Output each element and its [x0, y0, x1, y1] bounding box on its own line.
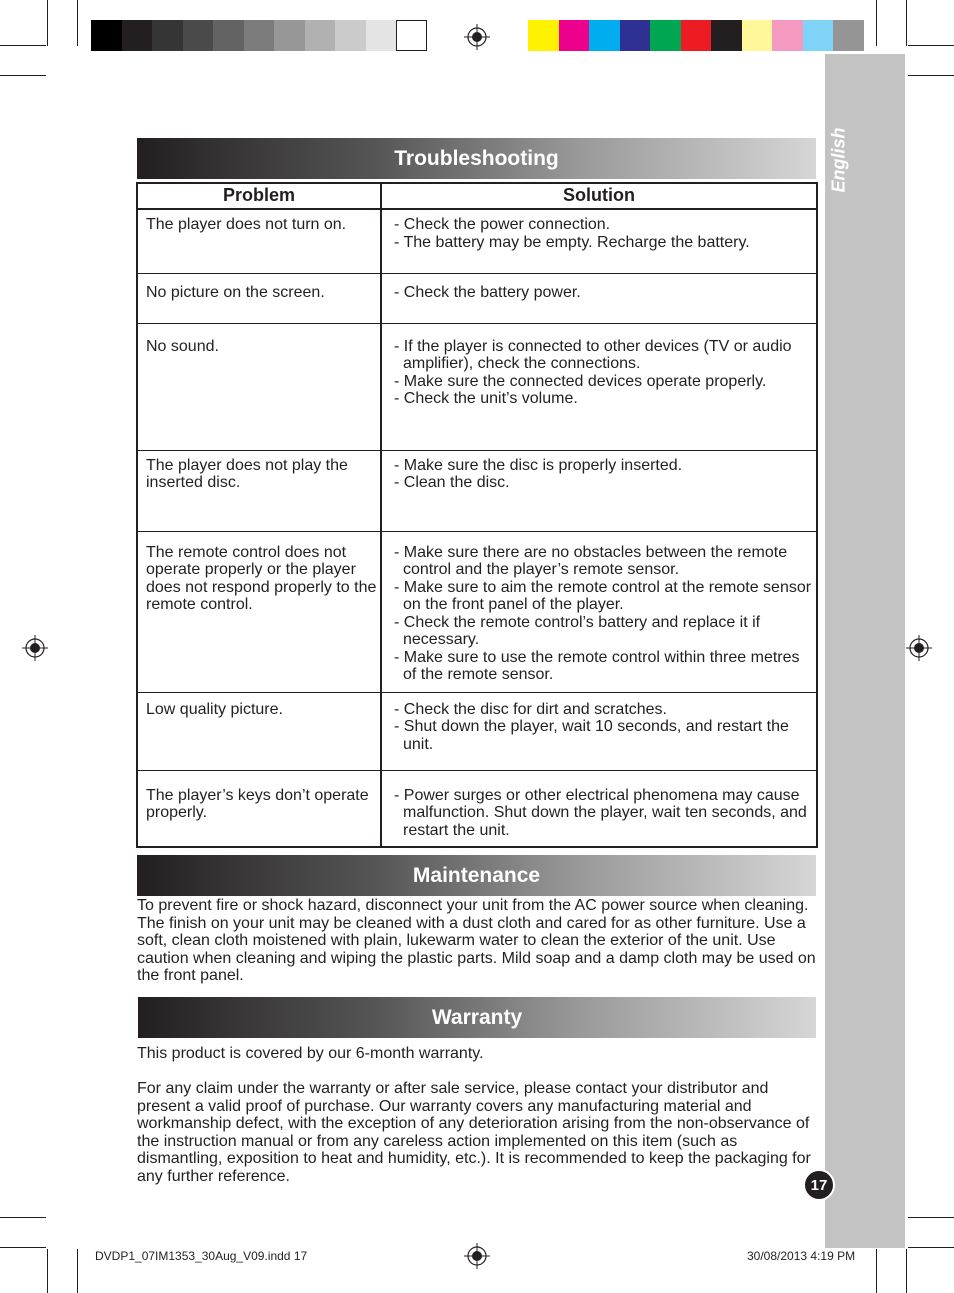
crop-mark	[47, 1249, 48, 1293]
slug-filename: DVDP1_07IM1353_30Aug_V09.indd 17	[95, 1249, 308, 1263]
solution-item: - Make sure the disc is properly inserted.	[394, 456, 683, 474]
color-swatch	[711, 20, 742, 51]
color-swatch	[772, 20, 803, 51]
solution-item: - Make sure there are no obstacles between the remote control and the player’s remote sensor.	[394, 543, 788, 578]
color-swatch	[620, 20, 651, 51]
color-swatch	[803, 20, 834, 51]
table-row	[137, 273, 817, 323]
crop-mark	[0, 45, 46, 46]
crop-mark	[908, 1247, 954, 1248]
color-swatch	[366, 20, 397, 51]
maintenance-title: Maintenance	[137, 855, 816, 896]
color-swatch	[122, 20, 153, 51]
solution-item: - Make sure the connected devices operate properly.	[394, 372, 767, 390]
maintenance-text: To prevent fire or shock hazard, disconnect your unit from the AC power source when cleaning. The finish on your unit may be cleaned with a dust cloth and cared for as other furniture. Use a soft, clean cloth moistened with plain, lukewarm water to clean the exterior of the unit. Use caution when cleaning and wiping the plastic parts. Mild soap and a damp cloth may be used on the front panel.	[137, 897, 816, 984]
problem-text: Low quality picture.	[146, 700, 283, 718]
color-swatch	[152, 20, 183, 51]
problem-cell	[137, 770, 381, 847]
problem-cell	[137, 450, 381, 531]
solution-cell	[381, 323, 817, 450]
solution-cell	[381, 209, 817, 273]
color-swatch	[559, 20, 590, 51]
registration-mark-icon	[464, 1243, 490, 1269]
crop-mark	[77, 1249, 78, 1293]
table-header-row	[137, 183, 817, 209]
crop-mark	[47, 0, 48, 46]
solution-cell	[381, 692, 817, 770]
problem-text: The player does not play the inserted disc.	[146, 456, 348, 491]
solution-item: - Clean the disc.	[394, 474, 510, 491]
troubleshooting-title: Troubleshooting	[137, 138, 816, 179]
page-number: 17	[803, 1169, 835, 1201]
crop-mark	[77, 0, 78, 46]
color-swatch	[213, 20, 244, 51]
solution-item: - Power surges or other electrical phenomena may cause malfunction. Shut down the player, wait ten seconds, and restart the unit.	[394, 786, 807, 839]
slug-date: 30/08/2013 4:19 PM	[747, 1249, 856, 1263]
crop-mark	[908, 75, 954, 76]
color-swatch	[742, 20, 773, 51]
language-side-tab	[825, 54, 905, 1248]
problem-text: The remote control does not operate properly or the player does not respond properly to the remote control.	[146, 543, 377, 613]
solution-item: - Check the battery power.	[394, 283, 581, 301]
table-row	[137, 450, 817, 531]
color-swatch	[681, 20, 712, 51]
solution-item: - The battery may be empty. Recharge the battery.	[394, 233, 750, 251]
solution-cell	[381, 450, 817, 531]
solution-cell	[381, 531, 817, 692]
solution-header: Solution	[381, 183, 817, 209]
solution-item: - Make sure to use the remote control within three metres of the remote sensor.	[394, 648, 800, 683]
crop-mark	[876, 0, 877, 46]
problem-text: No sound.	[146, 337, 219, 355]
registration-mark-icon	[906, 635, 932, 661]
warranty-text-1: This product is covered by our 6-month warranty.	[137, 1045, 484, 1062]
solution-cell	[381, 273, 817, 323]
problem-cell	[137, 273, 381, 323]
problem-cell	[137, 692, 381, 770]
solution-item: - Check the remote control’s battery and replace it if necessary.	[394, 613, 761, 648]
crop-mark	[908, 1217, 954, 1218]
problem-cell	[137, 323, 381, 450]
solution-item: - Check the power connection.	[394, 216, 611, 233]
gray-color-bar	[91, 20, 427, 51]
table-row	[137, 323, 817, 450]
problem-text: No picture on the screen.	[146, 283, 325, 301]
table-row	[137, 692, 817, 770]
crop-mark	[0, 1217, 46, 1218]
color-swatch	[528, 20, 559, 51]
registration-mark-icon	[22, 635, 48, 661]
table-row	[137, 770, 817, 847]
problem-text: The player’s keys don’t operate properly.	[146, 786, 369, 821]
color-swatch	[91, 20, 122, 51]
color-swatch	[589, 20, 620, 51]
solution-cell	[381, 770, 817, 847]
color-swatch	[335, 20, 366, 51]
color-swatch	[305, 20, 336, 51]
crop-mark	[906, 1249, 907, 1293]
color-swatch	[396, 20, 427, 51]
warranty-text-2: For any claim under the warranty or after sale service, please contact your distributor and present a valid proof of purchase. Our warranty covers any manufacturing material and workmanship defect, with the exception of any deterioration arising from the non-observance of the instruction manual or from any careless action implemented on this item (such as dismantling, exposition to heat and humidity, etc.). It is recommended to keep the packaging for any further reference.	[137, 1080, 811, 1185]
color-swatch	[650, 20, 681, 51]
problem-header: Problem	[137, 183, 381, 209]
solution-item: - If the player is connected to other devices (TV or audio amplifier), check the connections.	[394, 337, 792, 372]
problem-cell	[137, 531, 381, 692]
problem-text: The player does not turn on.	[146, 216, 347, 233]
color-swatch	[833, 20, 864, 51]
process-color-bar	[528, 20, 864, 51]
color-swatch	[244, 20, 275, 51]
solution-item: - Check the unit’s volume.	[394, 390, 578, 407]
problem-cell	[137, 209, 381, 273]
solution-item: - Shut down the player, wait 10 seconds, and restart the unit.	[394, 718, 789, 753]
crop-mark	[876, 1249, 877, 1293]
crop-mark	[906, 0, 907, 46]
warranty-title: Warranty	[138, 997, 816, 1038]
troubleshooting-table	[136, 182, 818, 848]
solution-item: - Make sure to aim the remote control at the remote sensor on the front panel of the player.	[394, 578, 812, 613]
language-label: English	[828, 127, 849, 193]
registration-mark-icon	[464, 24, 490, 50]
crop-mark	[0, 75, 46, 76]
solution-item: - Check the disc for dirt and scratches.	[394, 700, 667, 718]
table-row	[137, 531, 817, 692]
table-row	[137, 209, 817, 273]
color-swatch	[274, 20, 305, 51]
crop-mark	[0, 1247, 46, 1248]
crop-mark	[908, 45, 954, 46]
color-swatch	[183, 20, 214, 51]
